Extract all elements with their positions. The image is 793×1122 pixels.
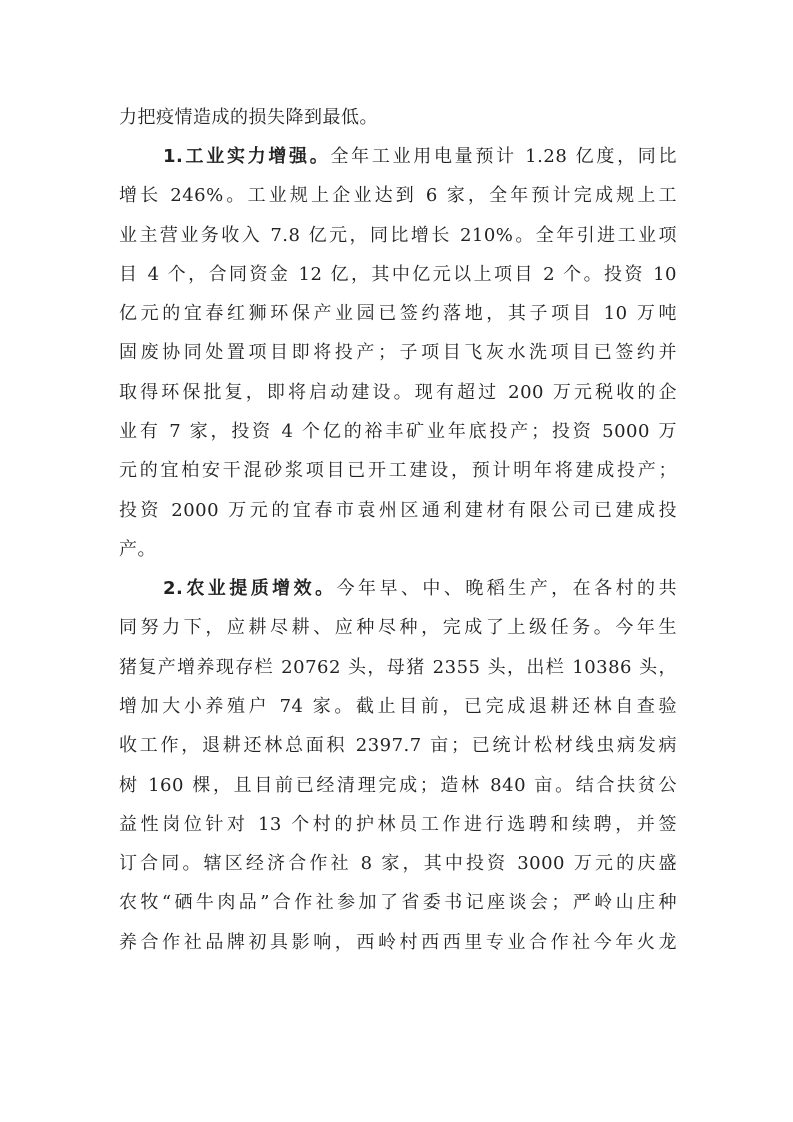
paragraph-line: 益性岗位针对 13 个村的护林员工作进行选聘和续聘，并签 [119, 814, 677, 835]
paragraph-line: 农牧“硒牛肉品”合作社参加了省委书记座谈会；严岭山庄种 [119, 892, 677, 913]
paragraph-line: 固废协同处置项目即将投产；子项目飞灰水洗项目已签约并 [119, 342, 677, 363]
paragraph-line: 养合作社品牌初具影响，西岭村西西里专业合作社今年火龙 [119, 932, 677, 953]
paragraph-line: 目 4 个，合同资金 12 亿，其中亿元以上项目 2 个。投资 10 [119, 264, 677, 285]
paragraph-line: 同努力下，应耕尽耕、应种尽种，完成了上级任务。今年生 [119, 617, 677, 638]
section-heading-industry: 1.工业实力增强。 [163, 146, 331, 167]
paragraph-line: 增长 246%。工业规上企业达到 6 家，全年预计完成规上工 [119, 185, 677, 206]
paragraph-line: 元的宜柏安干混砂浆项目已开工建设，预计明年将建成投产； [119, 460, 677, 481]
paragraph-line: 业主营业务收入 7.8 亿元，同比增长 210%。全年引进工业项 [119, 225, 677, 246]
section-text: 全年工业用电量预计 1.28 亿度，同比 [330, 146, 677, 167]
paragraph-line: 业有 7 家，投资 4 个亿的裕丰矿业年底投产；投资 5000 万 [119, 421, 677, 442]
section-heading-agriculture: 2.农业提质增效。 [163, 578, 337, 599]
paragraph-line: 收工作，退耕还林总面积 2397.7 亩；已统计松材线虫病发病 [119, 735, 677, 756]
section-heading-line [163, 577, 677, 601]
paragraph-line: 猪复产增养现存栏 20762 头，母猪 2355 头，出栏 10386 头， [119, 657, 677, 678]
paragraph-line: 订合同。辖区经济合作社 8 家，其中投资 3000 万元的庆盛 [119, 853, 677, 874]
section-text: 今年早、中、晚稻生产，在各村的共 [336, 578, 677, 599]
section-heading-line [163, 145, 677, 169]
paragraph-line: 取得环保批复，即将启动建设。现有超过 200 万元税收的企 [119, 382, 677, 403]
paragraph-line: 亿元的宜春红狮环保产业园已签约落地，其子项目 10 万吨 [119, 303, 677, 324]
paragraph-line: 树 160 棵，且目前已经清理完成；造林 840 亩。结合扶贫公 [119, 775, 677, 796]
paragraph-line: 投资 2000 万元的宜春市袁州区通利建材有限公司已建成投 [119, 500, 677, 521]
paragraph-line: 产。 [119, 539, 156, 560]
paragraph-line: 增加大小养殖户 74 家。截止目前，已完成退耕还林自查验 [119, 696, 677, 717]
paragraph-line: 力把疫情造成的损失降到最低。 [119, 107, 378, 128]
